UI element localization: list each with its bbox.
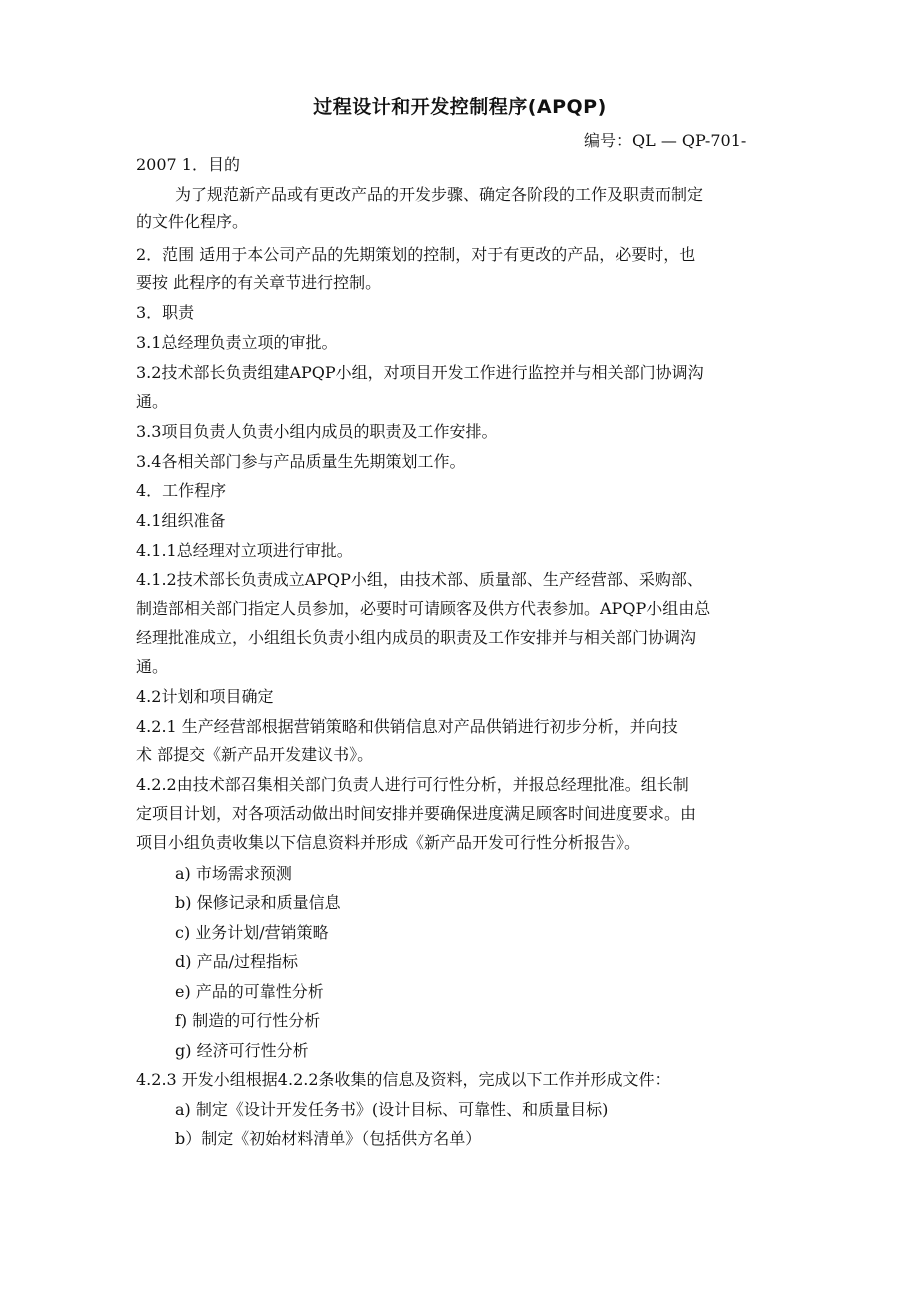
text-line: 通。 [136,657,169,676]
text-line: 通。 [136,392,169,411]
list-item: e) 产品的可靠性分析 [175,982,324,1001]
text-line: 2．范围 适用于本公司产品的先期策划的控制，对于有更改的产品，必要时，也 [136,245,696,264]
list-item: c) 业务计划/营销策略 [175,923,329,942]
text-line: 3.4各相关部门参与产品质量生先期策划工作。 [136,452,466,471]
text-line: 为了规范新产品或有更改产品的开发步骤、确定各阶段的工作及职责而制定 [175,185,704,204]
list-item: d) 产品/过程指标 [175,952,298,971]
document-title: 过程设计和开发控制程序(APQP) [313,96,607,118]
text-line: 2007 1．目的 [136,155,240,174]
list-item: b）制定《初始材料清单》（包括供方名单） [175,1129,482,1148]
text-line: 要按 此程序的有关章节进行控制。 [136,273,382,292]
text-line: 的文件化程序。 [136,212,249,231]
text-line: 3.3项目负责人负责小组内成员的职责及工作安排。 [136,422,498,441]
text-line: 制造部相关部门指定人员参加，必要时可请顾客及供方代表参加。APQP小组由总 [136,599,711,618]
text-line: 4.1组织准备 [136,511,226,530]
text-line: 术 部提交《新产品开发建议书》。 [136,745,374,764]
text-line: 3．职责 [136,303,195,322]
list-item: a) 制定《设计开发任务书》(设计目标、可靠性、和质量目标) [175,1100,609,1119]
text-line: 4.2.3 开发小组根据4.2.2条收集的信息及资料，完成以下工作并形成文件： [136,1070,671,1089]
text-line: 经理批准成立，小组组长负责小组内成员的职责及工作安排并与相关部门协调沟 [136,628,697,647]
text-line: 4.2.2由技术部召集相关部门负责人进行可行性分析，并报总经理批准。组长制 [136,775,689,794]
text-line: 3.2技术部长负责组建APQP小组，对项目开发工作进行监控并与相关部门协调沟 [136,363,704,382]
text-line: 3.1总经理负责立项的审批。 [136,333,338,352]
text-line: 4.2计划和项目确定 [136,687,274,706]
list-item: b) 保修记录和质量信息 [175,893,341,912]
text-line: 4.1.1总经理对立项进行审批。 [136,541,353,560]
text-line: 定项目计划，对各项活动做出时间安排并要确保进度满足顾客时间进度要求。由 [136,804,697,823]
text-line: 4.2.1 生产经营部根据营销策略和供销信息对产品供销进行初步分析，并向技 [136,717,678,736]
document-number: 编号：QL — QP-701- [584,131,747,150]
list-item: g) 经济可行性分析 [175,1041,309,1060]
text-line: 项目小组负责收集以下信息资料并形成《新产品开发可行性分析报告》。 [136,833,641,852]
list-item: a) 市场需求预测 [175,864,292,883]
text-line: 4.1.2技术部长负责成立APQP小组，由技术部、质量部、生产经营部、采购部、 [136,570,703,589]
list-item: f) 制造的可行性分析 [175,1011,321,1030]
text-line: 4．工作程序 [136,481,227,500]
